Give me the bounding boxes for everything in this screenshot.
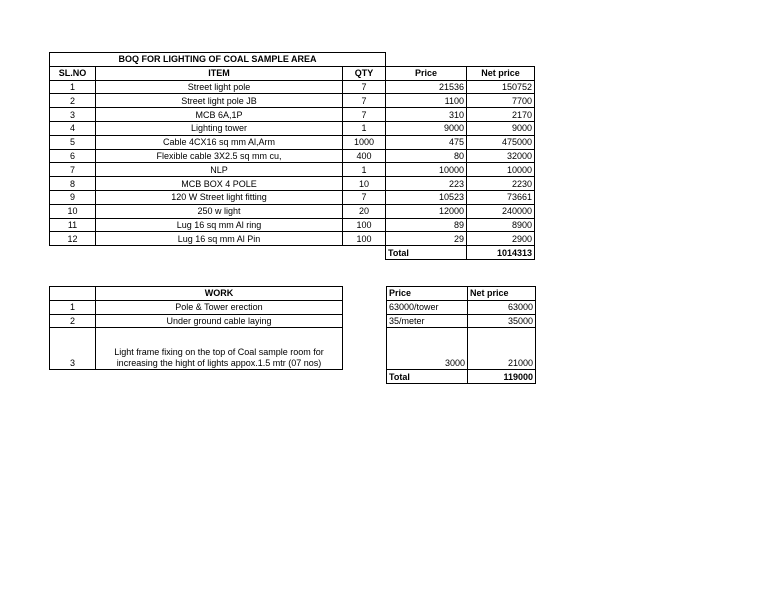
boq-row-net-price: 2900	[467, 232, 535, 246]
boq-row-item: Street light pole	[96, 80, 343, 94]
boq-row	[50, 218, 535, 232]
boq-row-qty: 1	[343, 121, 386, 135]
boq-row-net-price: 2170	[467, 108, 535, 122]
boq-row-price: 475	[386, 135, 467, 149]
work-desc: Pole & Tower erection	[96, 300, 343, 314]
work-net: 63000	[468, 300, 536, 314]
boq-row-slno: 10	[50, 204, 96, 218]
boq-title-row	[50, 53, 535, 67]
work-header-row	[50, 287, 343, 301]
boq-table	[49, 52, 535, 260]
boq-row-item: Flexible cable 3X2.5 sq mm cu,	[96, 149, 343, 163]
boq-row-slno: 11	[50, 218, 96, 232]
work-price: 35/meter	[387, 314, 468, 328]
work-slno: 3	[50, 328, 96, 370]
boq-row	[50, 190, 535, 204]
boq-row-price: 29	[386, 232, 467, 246]
boq-row-net-price: 9000	[467, 121, 535, 135]
work-row	[50, 314, 343, 328]
boq-row	[50, 232, 535, 246]
boq-row-price: 223	[386, 177, 467, 191]
boq-row-price: 310	[386, 108, 467, 122]
boq-row-item: Lug 16 sq mm Al Pin	[96, 232, 343, 246]
boq-row-qty: 1000	[343, 135, 386, 149]
boq-row	[50, 204, 535, 218]
boq-row-slno: 4	[50, 121, 96, 135]
boq-row-item: Lighting tower	[96, 121, 343, 135]
boq-row-net-price: 73661	[467, 190, 535, 204]
work-desc: Under ground cable laying	[96, 314, 343, 328]
boq-row-price: 10000	[386, 163, 467, 177]
header-qty: QTY	[343, 66, 386, 80]
boq-total-row	[50, 246, 535, 260]
work-net: 35000	[468, 314, 536, 328]
boq-row	[50, 177, 535, 191]
boq-row-net-price: 32000	[467, 149, 535, 163]
boq-row-qty: 7	[343, 94, 386, 108]
boq-row	[50, 80, 535, 94]
boq-row-item: Lug 16 sq mm Al ring	[96, 218, 343, 232]
boq-row-net-price: 7700	[467, 94, 535, 108]
boq-row-price: 12000	[386, 204, 467, 218]
boq-row-qty: 7	[343, 108, 386, 122]
boq-row-slno: 9	[50, 190, 96, 204]
boq-row-item: MCB BOX 4 POLE	[96, 177, 343, 191]
boq-row	[50, 94, 535, 108]
work-total-row	[387, 370, 536, 384]
work-price-header: Price	[387, 287, 468, 301]
boq-row-price: 1100	[386, 94, 467, 108]
boq-row-net-price: 2230	[467, 177, 535, 191]
boq-row-qty: 100	[343, 232, 386, 246]
boq-row	[50, 108, 535, 122]
boq-row-slno: 2	[50, 94, 96, 108]
boq-row	[50, 163, 535, 177]
boq-row-slno: 3	[50, 108, 96, 122]
boq-row-net-price: 240000	[467, 204, 535, 218]
boq-row	[50, 149, 535, 163]
boq-row-price: 9000	[386, 121, 467, 135]
boq-row-slno: 7	[50, 163, 96, 177]
boq-row-slno: 1	[50, 80, 96, 94]
boq-title: BOQ FOR LIGHTING OF COAL SAMPLE AREA	[50, 53, 386, 67]
boq-total-label: Total	[386, 246, 467, 260]
boq-row-slno: 6	[50, 149, 96, 163]
boq-row-price: 80	[386, 149, 467, 163]
work-row	[50, 328, 343, 370]
work-price: 3000	[387, 328, 468, 370]
boq-row-qty: 400	[343, 149, 386, 163]
work-slno: 1	[50, 300, 96, 314]
boq-row-qty: 7	[343, 190, 386, 204]
boq-row-slno: 8	[50, 177, 96, 191]
work-desc: Light frame fixing on the top of Coal sample room for increasing the hight of lights appox.1.5 mtr (07 nos)	[96, 328, 343, 370]
boq-row-qty: 20	[343, 204, 386, 218]
boq-row-qty: 7	[343, 80, 386, 94]
header-net-price: Net price	[467, 66, 535, 80]
work-price-table	[386, 286, 536, 384]
header-slno: SL.NO	[50, 66, 96, 80]
boq-row-item: Cable 4CX16 sq mm Al,Arm	[96, 135, 343, 149]
boq-row-qty: 100	[343, 218, 386, 232]
boq-row-item: Street light pole JB	[96, 94, 343, 108]
work-slno: 2	[50, 314, 96, 328]
work-price-header-row	[387, 287, 536, 301]
work-price-row	[387, 328, 536, 370]
boq-row-item: MCB 6A,1P	[96, 108, 343, 122]
boq-row-price: 21536	[386, 80, 467, 94]
work-header: WORK	[96, 287, 343, 301]
work-price-row	[387, 300, 536, 314]
work-price-row	[387, 314, 536, 328]
header-price: Price	[386, 66, 467, 80]
boq-row-net-price: 10000	[467, 163, 535, 177]
boq-row-slno: 5	[50, 135, 96, 149]
work-table	[49, 286, 343, 370]
work-row	[50, 300, 343, 314]
boq-row-item: 120 W Street light fitting	[96, 190, 343, 204]
boq-row-net-price: 8900	[467, 218, 535, 232]
boq-row-slno: 12	[50, 232, 96, 246]
boq-row-item: 250 w light	[96, 204, 343, 218]
boq-row-net-price: 475000	[467, 135, 535, 149]
boq-row	[50, 121, 535, 135]
work-net: 21000	[468, 328, 536, 370]
work-price: 63000/tower	[387, 300, 468, 314]
header-item: ITEM	[96, 66, 343, 80]
boq-total-value: 1014313	[467, 246, 535, 260]
work-total-label: Total	[387, 370, 468, 384]
boq-row-item: NLP	[96, 163, 343, 177]
boq-body	[50, 80, 535, 246]
boq-row-qty: 1	[343, 163, 386, 177]
boq-row-price: 89	[386, 218, 467, 232]
boq-row-qty: 10	[343, 177, 386, 191]
boq-row	[50, 135, 535, 149]
boq-header-row	[50, 66, 535, 80]
boq-row-price: 10523	[386, 190, 467, 204]
boq-row-net-price: 150752	[467, 80, 535, 94]
work-net-price-header: Net price	[468, 287, 536, 301]
work-total-value: 119000	[468, 370, 536, 384]
